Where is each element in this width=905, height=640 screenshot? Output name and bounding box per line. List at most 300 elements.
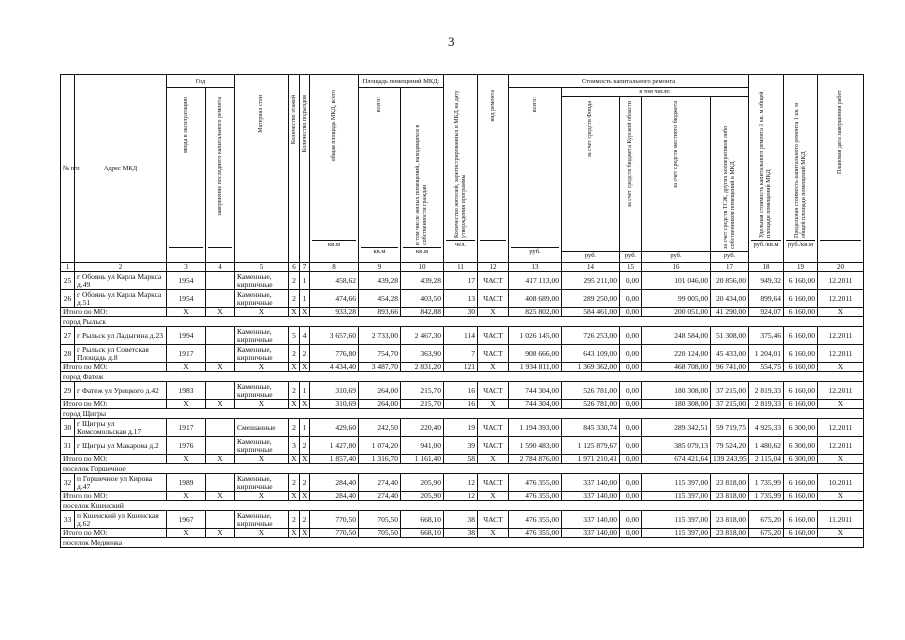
cell-unit: 375,46 xyxy=(749,327,784,345)
column-number-cell: 15 xyxy=(620,263,642,272)
cell-area-priv: 363,90 xyxy=(401,345,444,363)
total-cell-cost-total: 1 934 811,00 xyxy=(509,363,562,372)
total-cell-x: X xyxy=(300,529,310,538)
total-cell-total-area: 770,50 xyxy=(310,529,359,538)
cell-max: 6 300,00 xyxy=(784,419,818,437)
cell-floors: 2 xyxy=(289,474,300,492)
col-cost-total-header: всего: руб. xyxy=(509,88,562,263)
total-cell-x: X xyxy=(235,363,289,372)
column-number-cell: 11 xyxy=(444,263,478,272)
table-row xyxy=(61,382,864,400)
cell-area-all: 454,28 xyxy=(359,290,401,308)
total-cell-label: Итого по МО: xyxy=(61,455,167,464)
cell-cost-total: 1 590 483,00 xyxy=(509,437,562,455)
cell-num: 28 xyxy=(61,345,75,363)
municipality-name: город Щигры xyxy=(61,409,167,419)
cell-owners: 23 818,00 xyxy=(711,474,749,492)
cell-fund: 289 250,00 xyxy=(562,290,620,308)
cell-area-all: 439,28 xyxy=(359,272,401,290)
cell-residents: 13 xyxy=(444,290,478,308)
table-row xyxy=(61,272,864,290)
cell-year-built: 1983 xyxy=(167,382,206,400)
total-cell-owners: 139 243,95 xyxy=(711,455,749,464)
total-cell-region: 0,00 xyxy=(620,308,642,317)
cell-owners: 45 433,00 xyxy=(711,345,749,363)
total-cell-owners: 96 741,00 xyxy=(711,363,749,372)
total-cell-local: 180 308,00 xyxy=(642,400,711,409)
municipality-row xyxy=(61,501,864,511)
cell-date: 12.2011 xyxy=(818,345,864,363)
cell-floors: 2 xyxy=(289,382,300,400)
cell-addr: г Обоянь ул Карла Маркса д.49 xyxy=(75,272,167,290)
sub-including-header: в том числе: xyxy=(562,88,749,97)
col-cost-region-header: за счет средств бюджета Курской области руб. xyxy=(620,97,642,263)
cell-date: 12.2011 xyxy=(818,290,864,308)
cell-floors: 3 xyxy=(289,437,300,455)
cell-entr: 1 xyxy=(300,382,310,400)
total-cell-cost-total: 744 304,00 xyxy=(509,400,562,409)
total-cell-x: X xyxy=(206,455,235,464)
cell-area-priv: 941,00 xyxy=(401,437,444,455)
cell-addr: п Кшенский ул Кшенская д.62 xyxy=(75,511,167,529)
cell-date: 10.2011 xyxy=(818,474,864,492)
cell-total-area: 3 657,60 xyxy=(310,327,359,345)
cell-year-built: 1976 xyxy=(167,437,206,455)
cell-fund: 726 253,00 xyxy=(562,327,620,345)
col-cost-owners-header: за счет средств ТСЖ, других кооперативов либо собственников помещений в МКД руб. xyxy=(711,97,749,263)
total-cell-x: X xyxy=(235,455,289,464)
table-row xyxy=(61,345,864,363)
cell-entr: 2 xyxy=(300,474,310,492)
total-cell-x: X xyxy=(206,492,235,501)
cell-year-built: 1954 xyxy=(167,290,206,308)
cell-residents: 17 xyxy=(444,272,478,290)
cell-owners: 20 856,00 xyxy=(711,272,749,290)
total-cell-max: 6 160,00 xyxy=(784,529,818,538)
cell-residents: 114 xyxy=(444,327,478,345)
column-number-cell: 4 xyxy=(206,263,235,272)
col-cost-local-header: за счет средств местного бюджета руб. xyxy=(642,97,711,263)
municipality-row-fill xyxy=(167,409,864,419)
column-number-cell: 5 xyxy=(235,263,289,272)
cell-addr: г Обоянь ул Карла Маркса д.51 xyxy=(75,290,167,308)
cell-area-all: 754,70 xyxy=(359,345,401,363)
cell-entr: 2 xyxy=(300,511,310,529)
municipality-name: поселок Медвенка xyxy=(61,538,167,548)
total-cell-fund: 337 140,00 xyxy=(562,492,620,501)
cell-addr: г Рыльск ул Советская Площадь д.8 xyxy=(75,345,167,363)
total-cell-area-all: 1 316,70 xyxy=(359,455,401,464)
cell-type: ЧАСТ xyxy=(478,382,509,400)
column-number-cell: 6 xyxy=(289,263,300,272)
cell-year-repair xyxy=(206,474,235,492)
table-row xyxy=(61,511,864,529)
column-number-cell: 17 xyxy=(711,263,749,272)
total-cell-x: X xyxy=(818,529,864,538)
cell-year-built: 1994 xyxy=(167,327,206,345)
total-cell-residents: 38 xyxy=(444,529,478,538)
total-cell-area-all: 274,40 xyxy=(359,492,401,501)
total-row xyxy=(61,455,864,464)
cell-cost-total: 476 355,00 xyxy=(509,511,562,529)
cell-region: 0,00 xyxy=(620,419,642,437)
cell-date: 12.2011 xyxy=(818,419,864,437)
total-cell-local: 115 397,00 xyxy=(642,492,711,501)
total-cell-region: 0,00 xyxy=(620,363,642,372)
cell-floors: 2 xyxy=(289,272,300,290)
cell-owners: 20 434,00 xyxy=(711,290,749,308)
total-cell-region: 0,00 xyxy=(620,492,642,501)
capital-repair-register-table xyxy=(60,74,864,548)
cell-local: 101 046,00 xyxy=(642,272,711,290)
cell-owners: 79 524,20 xyxy=(711,437,749,455)
cell-fund: 1 125 879,67 xyxy=(562,437,620,455)
cell-unit: 1 480,62 xyxy=(749,437,784,455)
municipality-name: поселок Кшенский xyxy=(61,501,167,511)
group-year-header: Год xyxy=(167,75,235,88)
cell-floors: 2 xyxy=(289,345,300,363)
cell-entr: 1 xyxy=(300,290,310,308)
cell-type: ЧАСТ xyxy=(478,419,509,437)
total-cell-x: X xyxy=(206,529,235,538)
cell-wall: Каменные, кирпичные xyxy=(235,327,289,345)
cell-type: ЧАСТ xyxy=(478,272,509,290)
cell-cost-total: 744 304,00 xyxy=(509,382,562,400)
cell-region: 0,00 xyxy=(620,511,642,529)
total-cell-fund: 1 971 210,41 xyxy=(562,455,620,464)
cell-num: 26 xyxy=(61,290,75,308)
total-cell-x: X xyxy=(235,529,289,538)
total-cell-x: X xyxy=(235,400,289,409)
total-cell-fund: 337 140,00 xyxy=(562,529,620,538)
cell-cost-total: 476 355,00 xyxy=(509,474,562,492)
cell-cost-total: 417 113,00 xyxy=(509,272,562,290)
cell-unit: 949,32 xyxy=(749,272,784,290)
col-total-area-header: общая площадь МКД, всего кв.м xyxy=(310,75,359,263)
total-cell-x: X xyxy=(478,455,509,464)
table-row xyxy=(61,437,864,455)
cell-area-priv: 215,70 xyxy=(401,382,444,400)
total-cell-total-area: 310,69 xyxy=(310,400,359,409)
cell-date: 12.2011 xyxy=(818,382,864,400)
cell-year-built: 1954 xyxy=(167,272,206,290)
cell-total-area: 284,40 xyxy=(310,474,359,492)
cell-year-repair xyxy=(206,345,235,363)
cell-entr: 2 xyxy=(300,345,310,363)
municipality-row-fill xyxy=(167,372,864,382)
cell-region: 0,00 xyxy=(620,474,642,492)
total-cell-x: X xyxy=(289,492,300,501)
total-cell-x: X xyxy=(300,455,310,464)
column-number-cell: 1 xyxy=(61,263,75,272)
total-cell-cost-total: 476 355,00 xyxy=(509,492,562,501)
cell-local: 385 079,13 xyxy=(642,437,711,455)
col-repair-type-header: вид ремонта xyxy=(478,75,509,263)
total-cell-area-priv: 2 831,20 xyxy=(401,363,444,372)
group-cost-header: Стоимость капитального ремонта xyxy=(509,75,749,88)
cell-area-priv: 403,50 xyxy=(401,290,444,308)
total-cell-label: Итого по МО: xyxy=(61,400,167,409)
total-cell-fund: 1 369 362,00 xyxy=(562,363,620,372)
cell-num: 32 xyxy=(61,474,75,492)
cell-owners: 51 308,00 xyxy=(711,327,749,345)
column-number-cell: 19 xyxy=(784,263,818,272)
total-cell-label: Итого по МО: xyxy=(61,363,167,372)
total-cell-local: 674 421,64 xyxy=(642,455,711,464)
cell-owners: 37 215,00 xyxy=(711,382,749,400)
cell-region: 0,00 xyxy=(620,327,642,345)
total-cell-region: 0,00 xyxy=(620,529,642,538)
cell-residents: 7 xyxy=(444,345,478,363)
cell-fund: 337 140,00 xyxy=(562,474,620,492)
cell-area-priv: 668,10 xyxy=(401,511,444,529)
header-row-1 xyxy=(61,75,864,88)
cell-total-area: 458,62 xyxy=(310,272,359,290)
total-row xyxy=(61,363,864,372)
cell-wall: Каменные, кирпичные xyxy=(235,290,289,308)
cell-fund: 295 211,00 xyxy=(562,272,620,290)
cell-total-area: 770,50 xyxy=(310,511,359,529)
cell-addr: г Щигры ул Комсомольская д.17 xyxy=(75,419,167,437)
cell-max: 6 160,00 xyxy=(784,382,818,400)
group-area-header: Площадь помещений МКД: xyxy=(359,75,444,88)
total-cell-fund: 526 781,00 xyxy=(562,400,620,409)
col-area-private-header: в том числе жилых помещений, находящихся в собственности граждан кв.м xyxy=(401,88,444,263)
cell-type: ЧАСТ xyxy=(478,474,509,492)
total-cell-x: X xyxy=(289,308,300,317)
total-cell-x: X xyxy=(235,308,289,317)
cell-year-repair xyxy=(206,419,235,437)
total-cell-label: Итого по МО: xyxy=(61,492,167,501)
cell-area-all: 705,50 xyxy=(359,511,401,529)
cell-residents: 38 xyxy=(444,511,478,529)
table-row xyxy=(61,327,864,345)
col-year-repair-header: завершение последнего капитального ремонта xyxy=(206,88,235,263)
cell-unit: 1 735,99 xyxy=(749,474,784,492)
total-cell-fund: 584 461,00 xyxy=(562,308,620,317)
cell-addr: г Щигры ул Макарова д.2 xyxy=(75,437,167,455)
municipality-row xyxy=(61,409,864,419)
column-number-cell: 7 xyxy=(300,263,310,272)
cell-region: 0,00 xyxy=(620,290,642,308)
total-cell-x: X xyxy=(478,492,509,501)
cell-num: 25 xyxy=(61,272,75,290)
total-cell-total-area: 933,28 xyxy=(310,308,359,317)
cell-addr: г Фатеж ул Урицкого д.42 xyxy=(75,382,167,400)
total-cell-x: X xyxy=(206,400,235,409)
column-number-cell: 8 xyxy=(310,263,359,272)
cell-fund: 845 330,74 xyxy=(562,419,620,437)
cell-max: 6 160,00 xyxy=(784,327,818,345)
cell-year-repair xyxy=(206,382,235,400)
cell-fund: 337 140,00 xyxy=(562,511,620,529)
cell-cost-total: 1 026 145,00 xyxy=(509,327,562,345)
cell-wall: Каменные, кирпичные xyxy=(235,272,289,290)
cell-region: 0,00 xyxy=(620,382,642,400)
cell-wall: Каменные, кирпичные xyxy=(235,382,289,400)
column-number-cell: 2 xyxy=(75,263,167,272)
total-cell-x: X xyxy=(818,492,864,501)
column-number-cell: 18 xyxy=(749,263,784,272)
cell-wall: Смешанные xyxy=(235,419,289,437)
column-number-cell: 3 xyxy=(167,263,206,272)
column-number-cell: 20 xyxy=(818,263,864,272)
cell-area-priv: 2 467,30 xyxy=(401,327,444,345)
cell-region: 0,00 xyxy=(620,272,642,290)
cell-area-all: 264,00 xyxy=(359,382,401,400)
cell-owners: 23 818,00 xyxy=(711,511,749,529)
cell-residents: 12 xyxy=(444,474,478,492)
cell-type: ЧАСТ xyxy=(478,437,509,455)
cell-total-area: 1 427,80 xyxy=(310,437,359,455)
total-cell-residents: 58 xyxy=(444,455,478,464)
cell-cost-total: 408 689,00 xyxy=(509,290,562,308)
municipality-name: город Фатеж xyxy=(61,372,167,382)
cell-date: 12.2011 xyxy=(818,327,864,345)
col-cost-fund-header: за счет средств Фонда руб. xyxy=(562,97,620,263)
cell-unit: 2 819,33 xyxy=(749,382,784,400)
table-row xyxy=(61,474,864,492)
table-row xyxy=(61,290,864,308)
total-cell-cost-total: 2 784 876,00 xyxy=(509,455,562,464)
cell-residents: 39 xyxy=(444,437,478,455)
municipality-name: город Рыльск xyxy=(61,317,167,327)
total-cell-owners: 41 290,00 xyxy=(711,308,749,317)
total-cell-x: X xyxy=(818,400,864,409)
cell-cost-total: 1 194 393,00 xyxy=(509,419,562,437)
cell-floors: 2 xyxy=(289,290,300,308)
cell-area-all: 1 074,20 xyxy=(359,437,401,455)
cell-total-area: 474,66 xyxy=(310,290,359,308)
total-cell-x: X xyxy=(167,455,206,464)
total-cell-total-area: 284,40 xyxy=(310,492,359,501)
total-cell-local: 200 051,00 xyxy=(642,308,711,317)
cell-max: 6 160,00 xyxy=(784,474,818,492)
cell-local: 248 584,00 xyxy=(642,327,711,345)
cell-area-all: 2 733,00 xyxy=(359,327,401,345)
cell-total-area: 776,80 xyxy=(310,345,359,363)
total-cell-x: X xyxy=(235,492,289,501)
cell-unit: 899,64 xyxy=(749,290,784,308)
cell-fund: 526 781,00 xyxy=(562,382,620,400)
total-cell-local: 468 708,00 xyxy=(642,363,711,372)
cell-date: 12.2011 xyxy=(818,437,864,455)
total-cell-region: 0,00 xyxy=(620,455,642,464)
cell-entr: 1 xyxy=(300,419,310,437)
municipality-name: поселок Горшечное xyxy=(61,464,167,474)
total-cell-x: X xyxy=(300,492,310,501)
cell-floors: 2 xyxy=(289,419,300,437)
cell-num: 33 xyxy=(61,511,75,529)
cell-year-repair xyxy=(206,511,235,529)
total-cell-x: X xyxy=(167,492,206,501)
total-cell-area-priv: 842,88 xyxy=(401,308,444,317)
cell-type: ЧАСТ xyxy=(478,327,509,345)
column-number-cell: 12 xyxy=(478,263,509,272)
cell-num: 29 xyxy=(61,382,75,400)
cell-area-all: 274,40 xyxy=(359,474,401,492)
total-cell-region: 0,00 xyxy=(620,400,642,409)
cell-addr: п Горшечное ул Кирова д.47 xyxy=(75,474,167,492)
total-cell-max: 6 160,00 xyxy=(784,363,818,372)
total-cell-unit: 1 735,99 xyxy=(749,492,784,501)
municipality-row xyxy=(61,538,864,548)
cell-year-built: 1967 xyxy=(167,511,206,529)
total-cell-x: X xyxy=(478,529,509,538)
total-cell-x: X xyxy=(289,529,300,538)
cell-local: 99 005,00 xyxy=(642,290,711,308)
cell-entr: 1 xyxy=(300,272,310,290)
cell-num: 31 xyxy=(61,437,75,455)
cell-fund: 643 109,00 xyxy=(562,345,620,363)
total-cell-label: Итого по МО: xyxy=(61,529,167,538)
total-cell-unit: 2 819,33 xyxy=(749,400,784,409)
cell-local: 115 397,00 xyxy=(642,511,711,529)
cell-residents: 19 xyxy=(444,419,478,437)
cell-addr: г Рыльск ул Ладыгина д.23 xyxy=(75,327,167,345)
total-cell-x: X xyxy=(206,308,235,317)
col-residents-header: Количество жителей, зарегистрированных в МКД на дату утверждения программы чел. xyxy=(444,75,478,263)
total-cell-unit: 554,75 xyxy=(749,363,784,372)
total-cell-x: X xyxy=(818,363,864,372)
municipality-row xyxy=(61,317,864,327)
col-unit-cost-header: Удельная стоимость капитального ремонта 1 кв. м общей площади помещений МКД руб./кв.м xyxy=(749,75,784,263)
cell-local: 220 124,00 xyxy=(642,345,711,363)
total-cell-owners: 37 215,00 xyxy=(711,400,749,409)
cell-type: ЧАСТ xyxy=(478,345,509,363)
total-cell-x: X xyxy=(167,400,206,409)
total-cell-x: X xyxy=(167,363,206,372)
total-cell-x: X xyxy=(478,363,509,372)
total-cell-total-area: 4 434,40 xyxy=(310,363,359,372)
cell-area-priv: 439,28 xyxy=(401,272,444,290)
total-cell-x: X xyxy=(478,400,509,409)
total-cell-area-all: 3 487,70 xyxy=(359,363,401,372)
municipality-row-fill xyxy=(167,317,864,327)
cell-max: 6 160,00 xyxy=(784,272,818,290)
total-cell-area-priv: 1 161,40 xyxy=(401,455,444,464)
total-cell-residents: 30 xyxy=(444,308,478,317)
total-cell-area-all: 893,66 xyxy=(359,308,401,317)
column-number-cell: 13 xyxy=(509,263,562,272)
cell-entr: 4 xyxy=(300,327,310,345)
total-cell-unit: 2 115,04 xyxy=(749,455,784,464)
total-row xyxy=(61,308,864,317)
total-cell-residents: 16 xyxy=(444,400,478,409)
municipality-row xyxy=(61,372,864,382)
total-cell-cost-total: 476 355,00 xyxy=(509,529,562,538)
cell-area-priv: 205,90 xyxy=(401,474,444,492)
cell-region: 0,00 xyxy=(620,437,642,455)
total-cell-x: X xyxy=(300,363,310,372)
total-cell-max: 6 160,00 xyxy=(784,400,818,409)
total-cell-residents: 121 xyxy=(444,363,478,372)
col-num-header: № п/п xyxy=(61,75,75,263)
total-cell-owners: 23 818,00 xyxy=(711,492,749,501)
cell-floors: 5 xyxy=(289,327,300,345)
cell-max: 6 160,00 xyxy=(784,345,818,363)
column-numbers-row xyxy=(61,263,864,272)
cell-wall: Каменные, кирпичные xyxy=(235,474,289,492)
municipality-row-fill xyxy=(167,501,864,511)
cell-max: 6 160,00 xyxy=(784,290,818,308)
cell-year-built: 1917 xyxy=(167,419,206,437)
col-wall-header: Материал стен xyxy=(235,75,289,263)
col-year-built-header: ввода в эксплуатацию xyxy=(167,88,206,263)
cell-floors: 2 xyxy=(289,511,300,529)
cell-year-repair xyxy=(206,272,235,290)
cell-year-repair xyxy=(206,290,235,308)
